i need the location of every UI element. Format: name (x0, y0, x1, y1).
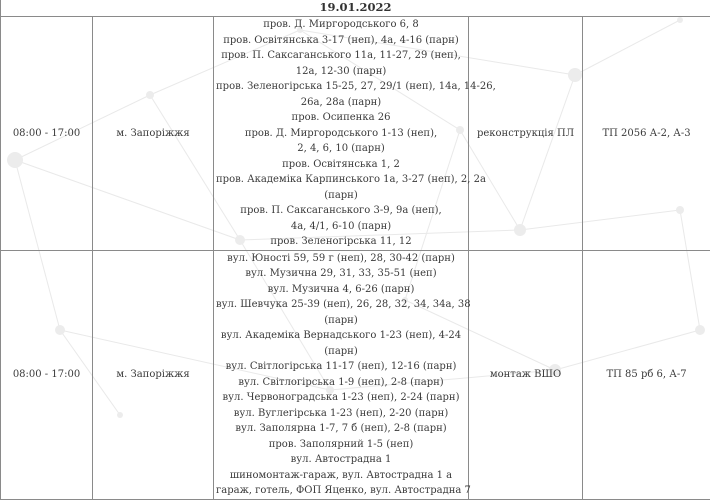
address-cell (214, 17, 469, 251)
table-row (1, 17, 710, 251)
address-line: 2, 4, 6, 10 (парн) (216, 141, 466, 157)
address-line: вул. Автострадна 1 (216, 452, 466, 468)
address-line: пров. П. Саксаганського 11а, 11-27, 29 (неп), (216, 48, 466, 64)
address-line: (парн) (216, 313, 466, 329)
work-type-cell: реконструкція ПЛ (469, 17, 583, 251)
substation-cell: ТП 2056 А-2, А-3 (583, 17, 710, 251)
address-line: вул. Світлогірська 1-9 (неп), 2-8 (парн) (216, 375, 466, 391)
address-line: гараж, готель, ФОП Яценко, вул. Автострадна 7 (216, 483, 466, 499)
address-line: шиномонтаж-гараж, вул. Автострадна 1 а (216, 468, 466, 484)
address-line: пров. Зеленогірська 11, 12 (216, 234, 466, 250)
time-cell: 08:00 - 17:00 (1, 17, 93, 251)
address-line: вул. Шевчука 25-39 (неп), 26, 28, 32, 34, 34а, 38 (216, 297, 466, 313)
address-line: пров. Д. Миргородського 1-13 (неп), (216, 126, 466, 142)
city-cell: м. Запоріжжя (93, 250, 214, 499)
substation-cell: ТП 85 рб 6, А-7 (583, 250, 710, 499)
address-line: пров. Заполярний 1-5 (неп) (216, 437, 466, 453)
date-header: 19.01.2022 (1, 0, 710, 17)
address-line: вул. Юності 59, 59 г (неп), 28, 30-42 (парн) (216, 251, 466, 267)
address-line: пров. Д. Миргородського 6, 8 (216, 17, 466, 33)
city-cell: м. Запоріжжя (93, 17, 214, 251)
address-line: (парн) (216, 188, 466, 204)
address-line: вул. Заполярна 1-7, 7 б (неп), 2-8 (парн) (216, 421, 466, 437)
table-row (1, 250, 710, 499)
work-type-cell: монтаж ВШО (469, 250, 583, 499)
address-line: вул. Музична 4, 6-26 (парн) (216, 282, 466, 298)
time-cell: 08:00 - 17:00 (1, 250, 93, 499)
address-line: (парн) (216, 344, 466, 360)
address-line: пров. Освітянська 3-17 (неп), 4а, 4-16 (парн) (216, 33, 466, 49)
address-line: 4а, 4/1, 6-10 (парн) (216, 219, 466, 235)
address-line: вул. Світлогірська 11-17 (неп), 12-16 (парн) (216, 359, 466, 375)
address-line: вул. Академіка Вернадського 1-23 (неп), 4-24 (216, 328, 466, 344)
address-line: пров. Академіка Карпинського 1а, 3-27 (неп), 2, 2а (216, 172, 466, 188)
address-line: пров. П. Саксаганського 3-9, 9а (неп), (216, 203, 466, 219)
address-line: пров. Осипенка 26 (216, 110, 466, 126)
address-line: пров. Освітянська 1, 2 (216, 157, 466, 173)
address-cell (214, 250, 469, 499)
date-header-row (1, 0, 710, 17)
address-line: пров. Зеленогірська 15-25, 27, 29/1 (неп), 14а, 14-26, (216, 79, 466, 95)
address-line: вул. Музична 29, 31, 33, 35-51 (неп) (216, 266, 466, 282)
address-line: вул. Вуглегірська 1-23 (неп), 2-20 (парн) (216, 406, 466, 422)
address-line: вул. Червоноградська 1-23 (неп), 2-24 (парн) (216, 390, 466, 406)
address-line: 12а, 12-30 (парн) (216, 64, 466, 80)
address-line: 26а, 28а (парн) (216, 95, 466, 111)
